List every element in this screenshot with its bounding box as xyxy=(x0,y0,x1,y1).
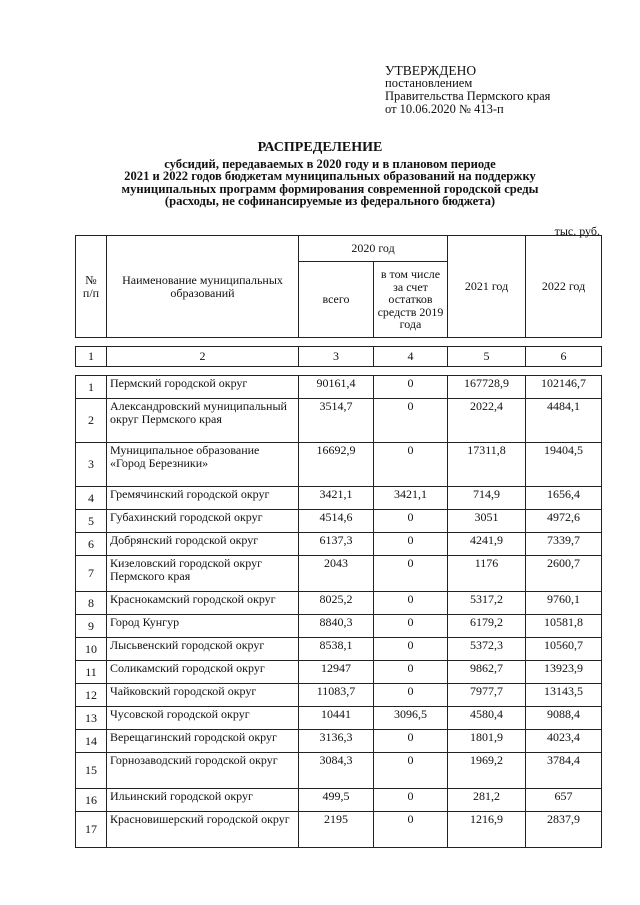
total-2020-cell: 3514,7 xyxy=(299,399,374,443)
total-2020-cell: 2195 xyxy=(299,812,374,848)
row-number-cell: 5 xyxy=(76,510,107,533)
subtitle-line-2: 2021 и 2022 годов бюджетам муниципальных образований на поддержку xyxy=(124,169,536,184)
total-2020-cell: 4514,6 xyxy=(299,510,374,533)
amount-2022-cell: 7339,7 xyxy=(526,533,602,556)
municipality-name-cell: Соликамский городской округ xyxy=(107,661,299,684)
total-2020-cell: 90161,4 xyxy=(299,376,374,399)
row-number-cell: 6 xyxy=(76,533,107,556)
amount-2021-cell: 17311,8 xyxy=(448,443,526,487)
municipality-name-cell: Верещагинский городской округ xyxy=(107,730,299,753)
leftover-2019-cell: 0 xyxy=(374,592,448,615)
amount-2022-cell: 13923,9 xyxy=(526,661,602,684)
table-row xyxy=(76,730,602,753)
approval-line-1: постановлением xyxy=(385,76,473,90)
row-number-cell: 11 xyxy=(76,661,107,684)
amount-2022-cell: 2837,9 xyxy=(526,812,602,848)
row-number-cell: 9 xyxy=(76,615,107,638)
table-row xyxy=(76,812,602,848)
leftover-2019-cell: 0 xyxy=(374,399,448,443)
amount-2022-cell: 10581,8 xyxy=(526,615,602,638)
units-label: тыс. руб. xyxy=(554,224,600,238)
amount-2021-cell: 167728,9 xyxy=(448,376,526,399)
table-body xyxy=(76,338,602,848)
subtitle-line-4: (расходы, не софинансируемые из федерального бюджета) xyxy=(164,194,496,209)
municipality-name-cell: Ильинский городской округ xyxy=(107,789,299,812)
table-row xyxy=(76,556,602,592)
table-row xyxy=(76,753,602,789)
colnum-cell: 3 xyxy=(299,347,374,367)
leftover-2019-cell: 3421,1 xyxy=(374,487,448,510)
table-row xyxy=(76,399,602,443)
table-row xyxy=(76,684,602,707)
column-number-row xyxy=(76,347,602,367)
amount-2021-cell: 5372,3 xyxy=(448,638,526,661)
header-year-2020: 2020 год xyxy=(299,236,448,262)
leftover-2019-cell: 0 xyxy=(374,684,448,707)
total-2020-cell: 10441 xyxy=(299,707,374,730)
header-leftover: в том числе за счет остатков средств 2019 года xyxy=(374,262,448,338)
municipality-name-cell: Пермский городской округ xyxy=(107,376,299,399)
amount-2022-cell: 4972,6 xyxy=(526,510,602,533)
colnum-cell: 5 xyxy=(448,347,526,367)
municipality-name-cell: Муниципальное образование «Город Березники» xyxy=(107,443,299,487)
amount-2021-cell: 4580,4 xyxy=(448,707,526,730)
header-year-2021: 2021 год xyxy=(448,236,526,338)
municipality-name-cell: Город Кунгур xyxy=(107,615,299,638)
amount-2022-cell: 1656,4 xyxy=(526,487,602,510)
total-2020-cell: 499,5 xyxy=(299,789,374,812)
municipality-name-cell: Чайковский городской округ xyxy=(107,684,299,707)
header-year-2022: 2022 год xyxy=(526,236,602,338)
leftover-2019-cell: 0 xyxy=(374,812,448,848)
amount-2022-cell: 102146,7 xyxy=(526,376,602,399)
municipality-name-cell: Добрянский городской округ xyxy=(107,533,299,556)
amount-2022-cell: 3784,4 xyxy=(526,753,602,789)
total-2020-cell: 3084,3 xyxy=(299,753,374,789)
municipality-name-cell: Лысьвенский городской округ xyxy=(107,638,299,661)
table-row xyxy=(76,661,602,684)
total-2020-cell: 3421,1 xyxy=(299,487,374,510)
table-row xyxy=(76,789,602,812)
table-row xyxy=(76,533,602,556)
amount-2022-cell: 4023,4 xyxy=(526,730,602,753)
approval-line-3: от 10.06.2020 № 413-п xyxy=(385,102,504,116)
municipality-name-cell: Александровский муниципальный округ Пермского края xyxy=(107,399,299,443)
municipality-name-cell: Гремячинский городской округ xyxy=(107,487,299,510)
amount-2022-cell: 4484,1 xyxy=(526,399,602,443)
distribution-table xyxy=(75,235,602,848)
table-row xyxy=(76,510,602,533)
amount-2021-cell: 7977,7 xyxy=(448,684,526,707)
table-row xyxy=(76,487,602,510)
amount-2021-cell: 9862,7 xyxy=(448,661,526,684)
amount-2021-cell: 1216,9 xyxy=(448,812,526,848)
total-2020-cell: 11083,7 xyxy=(299,684,374,707)
row-number-cell: 12 xyxy=(76,684,107,707)
leftover-2019-cell: 0 xyxy=(374,510,448,533)
total-2020-cell: 12947 xyxy=(299,661,374,684)
header-total: всего xyxy=(299,262,374,338)
amount-2022-cell: 13143,5 xyxy=(526,684,602,707)
amount-2021-cell: 1176 xyxy=(448,556,526,592)
leftover-2019-cell: 0 xyxy=(374,789,448,812)
header-name: Наименование муниципальных образований xyxy=(107,236,299,338)
amount-2021-cell: 1969,2 xyxy=(448,753,526,789)
leftover-2019-cell: 0 xyxy=(374,615,448,638)
subtitle-line-3: муниципальных программ формирования современной городской среды xyxy=(121,181,539,196)
leftover-2019-cell: 0 xyxy=(374,443,448,487)
total-2020-cell: 2043 xyxy=(299,556,374,592)
colnum-cell: 1 xyxy=(76,347,107,367)
amount-2021-cell: 714,9 xyxy=(448,487,526,510)
total-2020-cell: 8538,1 xyxy=(299,638,374,661)
table-row xyxy=(76,638,602,661)
municipality-name-cell: Горнозаводский городской округ xyxy=(107,753,299,789)
amount-2022-cell: 9088,4 xyxy=(526,707,602,730)
amount-2021-cell: 6179,2 xyxy=(448,615,526,638)
approval-stamp xyxy=(385,64,550,116)
leftover-2019-cell: 0 xyxy=(374,730,448,753)
table-row xyxy=(76,707,602,730)
leftover-2019-cell: 0 xyxy=(374,533,448,556)
row-number-cell: 2 xyxy=(76,399,107,443)
row-number-cell: 7 xyxy=(76,556,107,592)
leftover-2019-cell: 0 xyxy=(374,556,448,592)
amount-2022-cell: 10560,7 xyxy=(526,638,602,661)
row-number-cell: 16 xyxy=(76,789,107,812)
subtitle-line-1: субсидий, передаваемых в 2020 году и в плановом периоде xyxy=(164,157,496,171)
amount-2022-cell: 19404,5 xyxy=(526,443,602,487)
table-row xyxy=(76,615,602,638)
row-number-cell: 15 xyxy=(76,753,107,789)
leftover-2019-cell: 0 xyxy=(374,638,448,661)
leftover-2019-cell: 0 xyxy=(374,376,448,399)
table-row xyxy=(76,592,602,615)
row-number-cell: 1 xyxy=(76,376,107,399)
total-2020-cell: 8840,3 xyxy=(299,615,374,638)
table-row xyxy=(76,443,602,487)
colnum-cell: 2 xyxy=(107,347,299,367)
amount-2021-cell: 2022,4 xyxy=(448,399,526,443)
table-row xyxy=(76,376,602,399)
municipality-name-cell: Кизеловский городской округ Пермского края xyxy=(107,556,299,592)
colnum-cell: 4 xyxy=(374,347,448,367)
amount-2021-cell: 1801,9 xyxy=(448,730,526,753)
total-2020-cell: 8025,2 xyxy=(299,592,374,615)
document-subtitle xyxy=(60,158,600,208)
row-number-cell: 14 xyxy=(76,730,107,753)
amount-2021-cell: 4241,9 xyxy=(448,533,526,556)
leftover-2019-cell: 0 xyxy=(374,753,448,789)
colnum-cell: 6 xyxy=(526,347,602,367)
approval-heading: УТВЕРЖДЕНО xyxy=(385,63,477,78)
row-number-cell: 4 xyxy=(76,487,107,510)
approval-line-2: Правительства Пермского края xyxy=(385,89,551,103)
leftover-2019-cell: 3096,5 xyxy=(374,707,448,730)
amount-2021-cell: 5317,2 xyxy=(448,592,526,615)
leftover-2019-cell: 0 xyxy=(374,661,448,684)
total-2020-cell: 6137,3 xyxy=(299,533,374,556)
row-number-cell: 3 xyxy=(76,443,107,487)
row-number-cell: 10 xyxy=(76,638,107,661)
amount-2021-cell: 3051 xyxy=(448,510,526,533)
row-number-cell: 17 xyxy=(76,812,107,848)
amount-2021-cell: 281,2 xyxy=(448,789,526,812)
municipality-name-cell: Губахинский городской округ xyxy=(107,510,299,533)
municipality-name-cell: Чусовской городской округ xyxy=(107,707,299,730)
amount-2022-cell: 2600,7 xyxy=(526,556,602,592)
document-title: РАСПРЕДЕЛЕНИЕ xyxy=(257,140,383,155)
total-2020-cell: 16692,9 xyxy=(299,443,374,487)
municipality-name-cell: Краснокамский городской округ xyxy=(107,592,299,615)
municipality-name-cell: Красновишерский городской округ xyxy=(107,812,299,848)
amount-2022-cell: 9760,1 xyxy=(526,592,602,615)
row-number-cell: 8 xyxy=(76,592,107,615)
amount-2022-cell: 657 xyxy=(526,789,602,812)
header-num: № п/п xyxy=(76,236,107,338)
row-number-cell: 13 xyxy=(76,707,107,730)
total-2020-cell: 3136,3 xyxy=(299,730,374,753)
